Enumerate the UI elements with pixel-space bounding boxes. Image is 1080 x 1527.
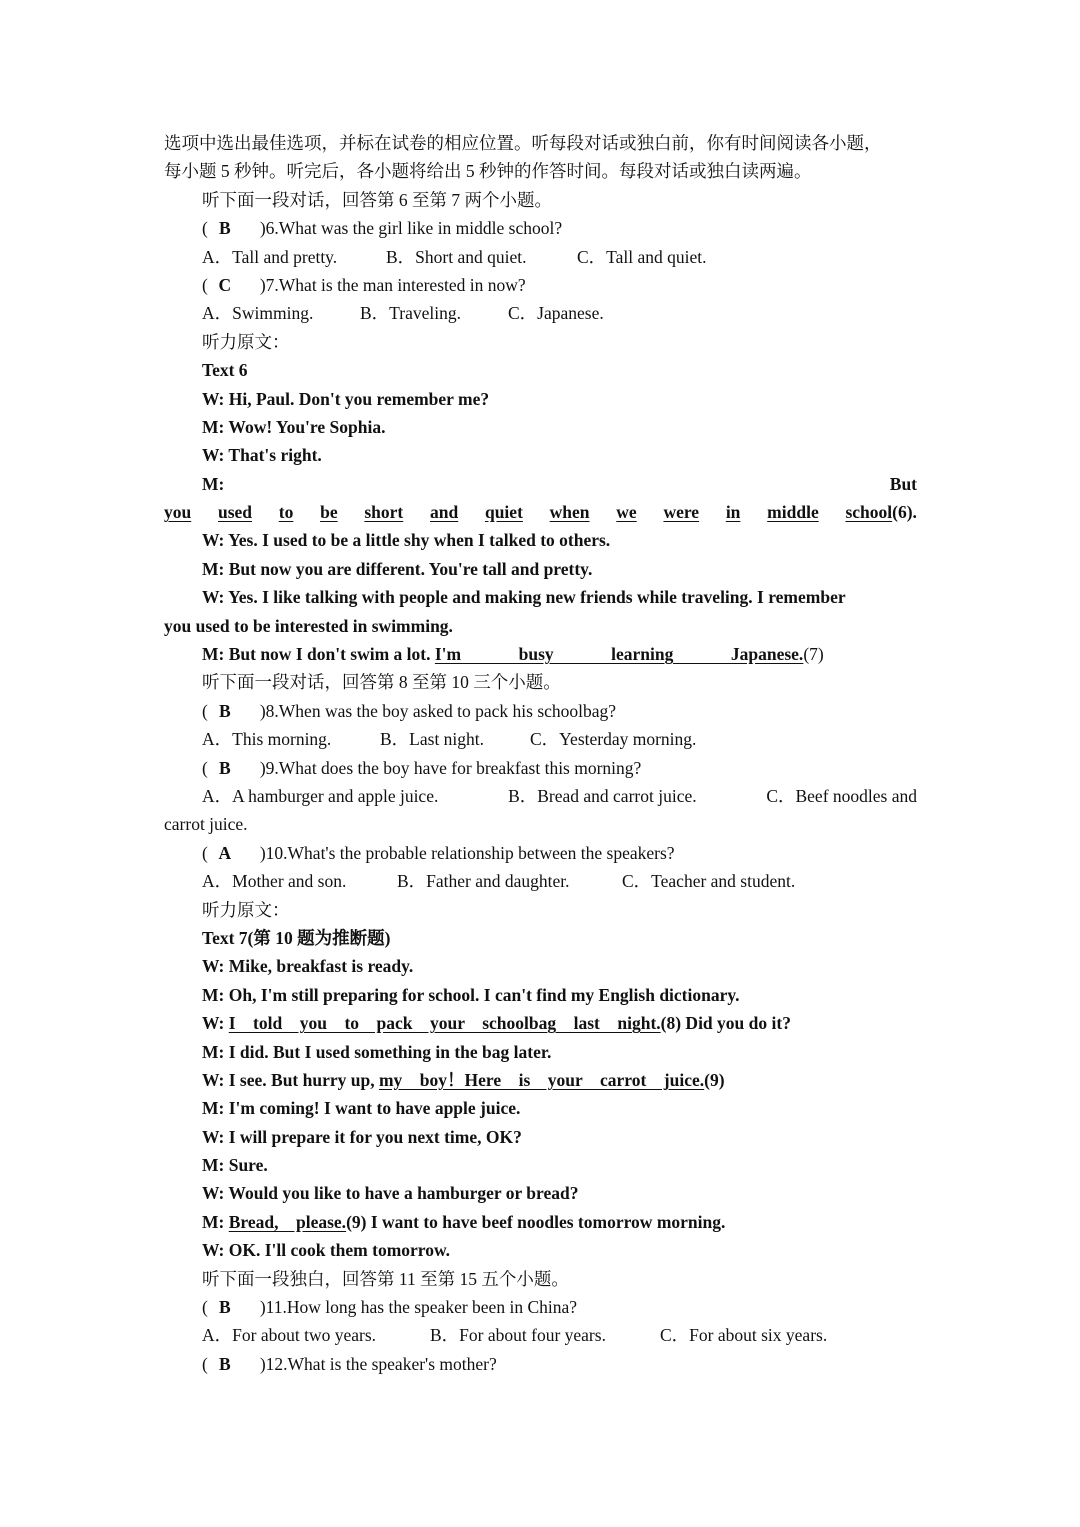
answer-10: A [218,842,232,863]
option-6a: A．Tall and pretty. [202,246,338,267]
question-9-text: )9.What does the boy have for breakfast this morning? [259,757,642,778]
transcript-line: M: I did. But I used something in the bag later. [202,1041,552,1062]
transcript-line: W: Mike, breakfast is ready. [202,956,414,977]
tag-7: (7) [803,644,824,665]
underlined-word: and [430,502,459,523]
transcript-line: W: Hi, Paul. Don't you remember me? [202,388,490,409]
transcript-line: M: Oh, I'm still preparing for school. I can't find my English dictionary. [202,984,740,1005]
option-7c: C．Japanese. [508,303,604,324]
transcript-line: M: Wow! You're Sophia. [202,416,386,437]
section-heading-11-15: 听下面一段独白，回答第 11 至第 15 五个小题。 [202,1268,569,1289]
intro-line-1: 选项中选出最佳选项，并标在试卷的相应位置。听每段对话或独白前，你有时间阅读各小题， [164,133,882,153]
option-9c-cont: carrot juice. [164,814,248,835]
options-9 [164,782,917,810]
options-7 [164,299,917,327]
underlined-word: middle [767,502,819,523]
answer-8-underlined: I told you to pack your schoolbag last night. [228,1013,661,1034]
answer-9-underlined: my boy！Here is your carrot juice. [378,1069,705,1090]
underlined-word: to [278,502,294,523]
option-10a: A．Mother and son. [202,871,347,892]
underlined-word: used [217,502,253,523]
transcript-label-1: 听力原文： [202,331,290,352]
answer-6-underlined-line [164,498,917,526]
speaker-m: M: [202,473,225,494]
line-9-suffix: (9) [704,1069,725,1090]
transcript-line: M: I'm coming! I want to have apple juice. [202,1098,521,1119]
question-11-text: )11.How long has the speaker been in China? [259,1297,578,1318]
word-but: But [889,473,917,494]
question-10-text: )10.What's the probable relationship between the speakers? [259,842,675,863]
answer-9b-underlined: Bread, please. [228,1211,347,1232]
option-11b: B．For about four years. [430,1325,606,1346]
question-6: ( B )6.What was the girl like in middle school? [164,214,917,242]
answer-6: B [218,218,231,239]
transcript-line-long: W: Yes. I like talking with people and making new friends while traveling. I remember [202,587,846,608]
question-9: ( B )9.What does the boy have for breakfast this morning? [164,754,917,782]
line-7-prefix: M: But now I don't swim a lot. [202,644,435,665]
options-8 [164,725,917,753]
tag-6: (6). [892,502,917,523]
text-6-title: Text 6 [202,360,248,381]
option-9b: B．Bread and carrot juice. [508,785,697,806]
transcript-line: W: I will prepare it for you next time, OK? [202,1126,522,1147]
line-9b-prefix: M: [202,1211,229,1232]
question-7-text: )7.What is the man interested in now? [259,274,526,295]
transcript-line-8 [164,1009,917,1037]
option-11a: A．For about two years. [202,1325,377,1346]
transcript-line-long-cont: you used to be interested in swimming. [164,615,453,636]
options-11 [164,1321,917,1349]
question-8-text: )8.When was the boy asked to pack his schoolbag? [259,700,617,721]
option-6c: C．Tall and quiet. [577,246,707,267]
answer-12: B [218,1353,231,1374]
question-8: ( B )8.When was the boy asked to pack his schoolbag? [164,697,917,725]
option-9a: A．A hamburger and apple juice. [202,785,439,806]
option-10c: C．Teacher and student. [622,871,796,892]
underlined-word: in [725,502,741,523]
underlined-word: quiet [484,502,523,523]
question-10: ( A )10.What's the probable relationship between the speakers? [164,839,917,867]
underlined-word: school [845,502,893,523]
intro-line-2: 每小题 5 秒钟。听完后，各小题将给出 5 秒钟的作答时间。每段对话或独白读两遍。 [164,161,812,182]
option-6b: B．Short and quiet. [386,246,527,267]
transcript-line: W: Yes. I used to be a little shy when I talked to others. [202,530,611,551]
line-9-prefix: W: I see. But hurry up, [202,1069,379,1090]
option-8b: B．Last night. [380,729,485,750]
text-7-title: Text 7(第 10 题为推断题) [202,927,391,948]
question-6-text: )6.What was the girl like in middle school? [259,218,563,239]
line-8-suffix: (8) Did you do it? [660,1013,791,1034]
question-7: ( C )7.What is the man interested in now? [164,271,917,299]
answer-11: B [218,1297,231,1318]
answer-9: B [218,757,231,778]
underlined-word: when [549,502,590,523]
transcript-line: M: Sure. [202,1155,268,1176]
underlined-word: be [320,502,338,523]
transcript-line-justified [164,470,917,498]
options-6 [164,243,917,271]
answer-8: B [218,700,231,721]
transcript-line: W: That's right. [202,445,322,466]
option-9c: C．Beef noodles and [766,785,917,806]
option-10b: B．Father and daughter. [397,871,570,892]
line-9b-suffix: (9) I want to have beef noodles tomorrow morning. [346,1211,726,1232]
option-8a: A．This morning. [202,729,332,750]
transcript-line-9 [164,1066,917,1094]
question-12: ( B )12.What is the speaker's mother? [164,1350,917,1378]
document-page [164,129,917,1378]
option-11c: C．For about six years. [660,1325,828,1346]
underlined-word: we [616,502,637,523]
answer-7-underlined: I'm busy learning Japanese. [434,644,804,665]
section-heading-6-7: 听下面一段对话，回答第 6 至第 7 两个小题。 [202,189,552,210]
question-11: ( B )11.How long has the speaker been in China? [164,1293,917,1321]
transcript-line-7 [164,640,917,668]
transcript-line: W: OK. I'll cook them tomorrow. [202,1240,451,1261]
line-8-prefix: W: [202,1013,229,1034]
underlined-word: were [663,502,700,523]
section-heading-8-10: 听下面一段对话，回答第 8 至第 10 三个小题。 [202,672,561,693]
options-10 [164,867,917,895]
transcript-line: W: Would you like to have a hamburger or bread? [202,1183,579,1204]
option-7a: A．Swimming. [202,303,314,324]
underlined-word: short [364,502,404,523]
question-12-text: )12.What is the speaker's mother? [259,1353,497,1374]
underlined-word: you [164,502,192,523]
answer-7: C [218,274,232,295]
transcript-line: M: But now you are different. You're tall and pretty. [202,558,593,579]
option-7b: B．Traveling. [360,303,461,324]
transcript-line-9b [164,1208,917,1236]
option-8c: C．Yesterday morning. [530,729,697,750]
transcript-label-2: 听力原文： [202,899,290,920]
